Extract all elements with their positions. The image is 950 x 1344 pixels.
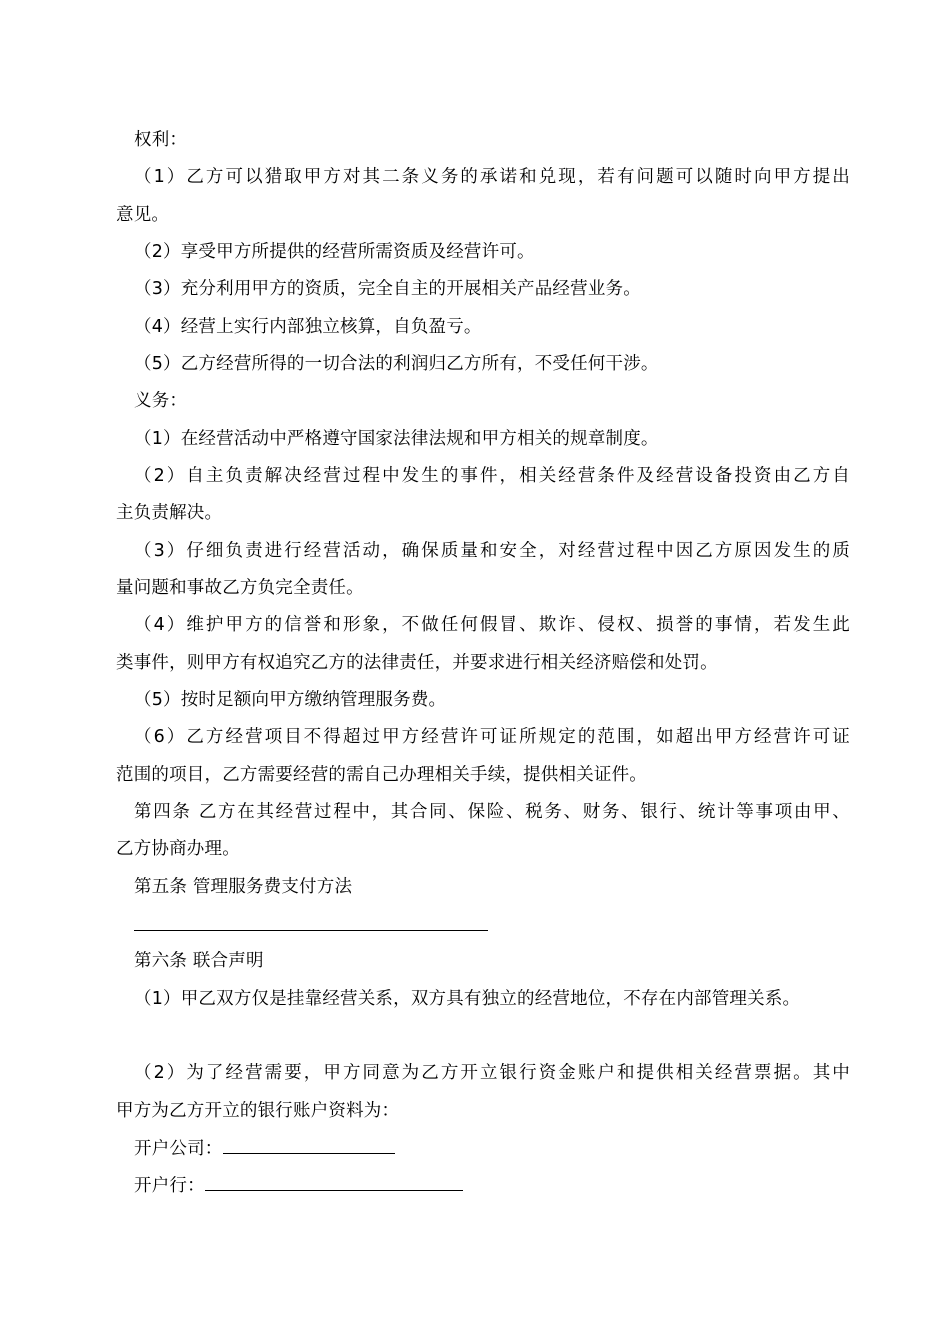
- rights-item-5: （5）乙方经营所得的一切合法的利润归乙方所有，不受任何干涉。: [134, 354, 659, 374]
- account-bank-row: [134, 1173, 463, 1198]
- account-company-label: 开户公司：: [134, 1139, 223, 1159]
- article-4-line-2: 乙方协商办理。: [116, 839, 240, 859]
- article-6-item-2-line-2: 甲方为乙方开立的银行账户资料为：: [116, 1101, 400, 1121]
- article-4-line-1: 第四条 乙方在其经营过程中，其合同、保险、税务、财务、银行、统计等事项由甲、: [134, 802, 850, 822]
- rights-item-4: （4）经营上实行内部独立核算，自负盈亏。: [134, 317, 482, 337]
- duties-item-2-line-1: （2）自主负责解决经营过程中发生的事件，相关经营条件及经营设备投资由乙方自: [134, 466, 850, 486]
- rights-item-2: （2）享受甲方所提供的经营所需资质及经营许可。: [134, 242, 535, 262]
- duties-item-3-line-2: 量问题和事故乙方负完全责任。: [116, 578, 364, 598]
- article-6-item-2-line-1: （2）为了经营需要，甲方同意为乙方开立银行资金账户和提供相关经营票据。其中: [134, 1063, 850, 1083]
- article-6-item-1: （1）甲乙双方仅是挂靠经营关系，双方具有独立的经营地位，不存在内部管理关系。: [134, 989, 801, 1009]
- duties-heading: 义务：: [134, 391, 188, 411]
- account-bank-blank: [205, 1173, 463, 1191]
- rights-item-1-line-2: 意见。: [116, 205, 170, 225]
- duties-item-6-line-1: （6）乙方经营项目不得超过甲方经营许可证所规定的范围，如超出甲方经营许可证: [134, 727, 850, 747]
- rights-item-3: （3）充分利用甲方的资质，完全自主的开展相关产品经营业务。: [134, 279, 641, 299]
- account-company-row: [134, 1136, 395, 1161]
- duties-item-6-line-2: 范围的项目，乙方需要经营的需自己办理相关手续，提供相关证件。: [116, 765, 647, 785]
- account-company-blank: [223, 1136, 395, 1154]
- duties-item-2-line-2: 主负责解决。: [116, 503, 223, 523]
- account-bank-label: 开户行：: [134, 1176, 205, 1196]
- duties-item-3-line-1: （3）仔细负责进行经营活动，确保质量和安全，对经营过程中因乙方原因发生的质: [134, 541, 850, 561]
- duties-item-5: （5）按时足额向甲方缴纳管理服务费。: [134, 690, 447, 710]
- payment-method-blank-line: [134, 930, 488, 931]
- rights-item-1-line-1: （1）乙方可以猎取甲方对其二条义务的承诺和兑现，若有问题可以随时向甲方提出: [134, 167, 850, 187]
- duties-item-1: （1）在经营活动中严格遵守国家法律法规和甲方相关的规章制度。: [134, 429, 659, 449]
- duties-item-4-line-2: 类事件，则甲方有权追究乙方的法律责任，并要求进行相关经济赔偿和处罚。: [116, 653, 718, 673]
- article-6-heading: 第六条 联合声明: [134, 951, 264, 971]
- rights-heading: 权利：: [134, 130, 188, 150]
- article-5-heading: 第五条 管理服务费支付方法: [134, 877, 353, 897]
- duties-item-4-line-1: （4）维护甲方的信誉和形象，不做任何假冒、欺诈、侵权、损誉的事情，若发生此: [134, 615, 850, 635]
